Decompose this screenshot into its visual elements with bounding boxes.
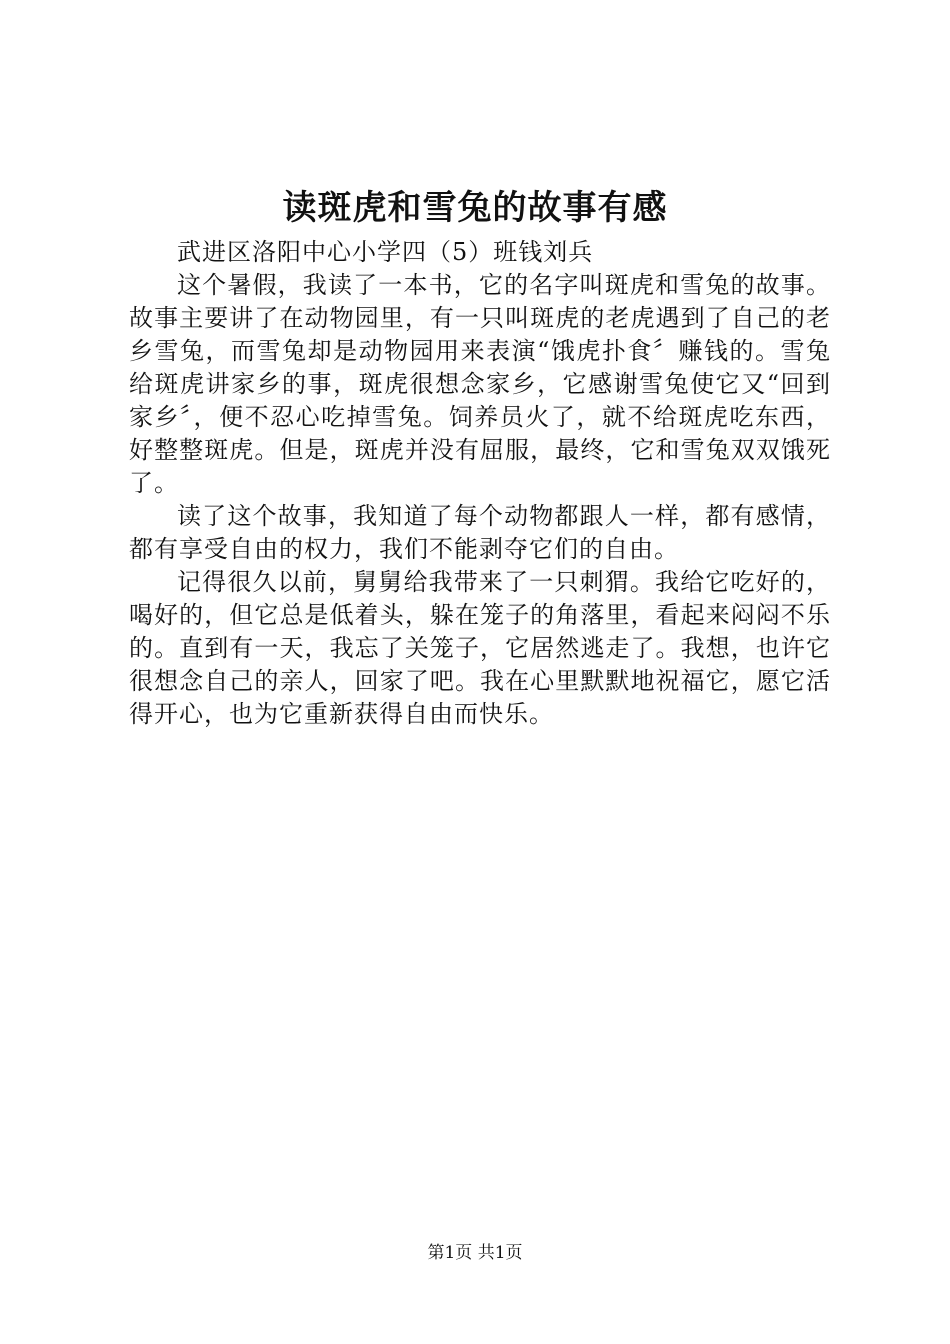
paragraph: 读了这个故事，我知道了每个动物都跟人一样，都有感情，都有享受自由的权力，我们不能剥夺它们的自由。	[129, 502, 831, 563]
paragraph: 这个暑假，我读了一本书，它的名字叫斑虎和雪兔的故事。故事主要讲了在动物园里，有一只叫斑虎的老虎遇到了自己的老乡雪兔，而雪兔却是动物园用来表演“饿虎扑食〞赚钱的。雪兔给斑虎讲家乡的事，斑虎很想念家乡，它感谢雪兔使它又“回到家乡〞，便不忍心吃掉雪兔。饲养员火了，就不给斑虎吃东西，好整整斑虎。但是，斑虎并没有屈服，最终，它和雪兔双双饿死了。	[129, 271, 831, 497]
paragraph: 记得很久以前，舅舅给我带来了一只刺猬。我给它吃好的，喝好的，但它总是低着头，躲在笼子的角落里，看起来闷闷不乐的。直到有一天，我忘了关笼子，它居然逃走了。我想，也许它很想念自己的亲人，回家了吧。我在心里默默地祝福它，愿它活得开心，也为它重新获得自由而快乐。	[129, 568, 831, 728]
author-line: 武进区洛阳中心小学四（5）班钱刘兵	[177, 238, 594, 266]
document-body	[129, 236, 831, 731]
document-title: 读斑虎和雪兔的故事有感	[282, 188, 668, 228]
page-footer: 第1页 共1页	[427, 1243, 523, 1263]
